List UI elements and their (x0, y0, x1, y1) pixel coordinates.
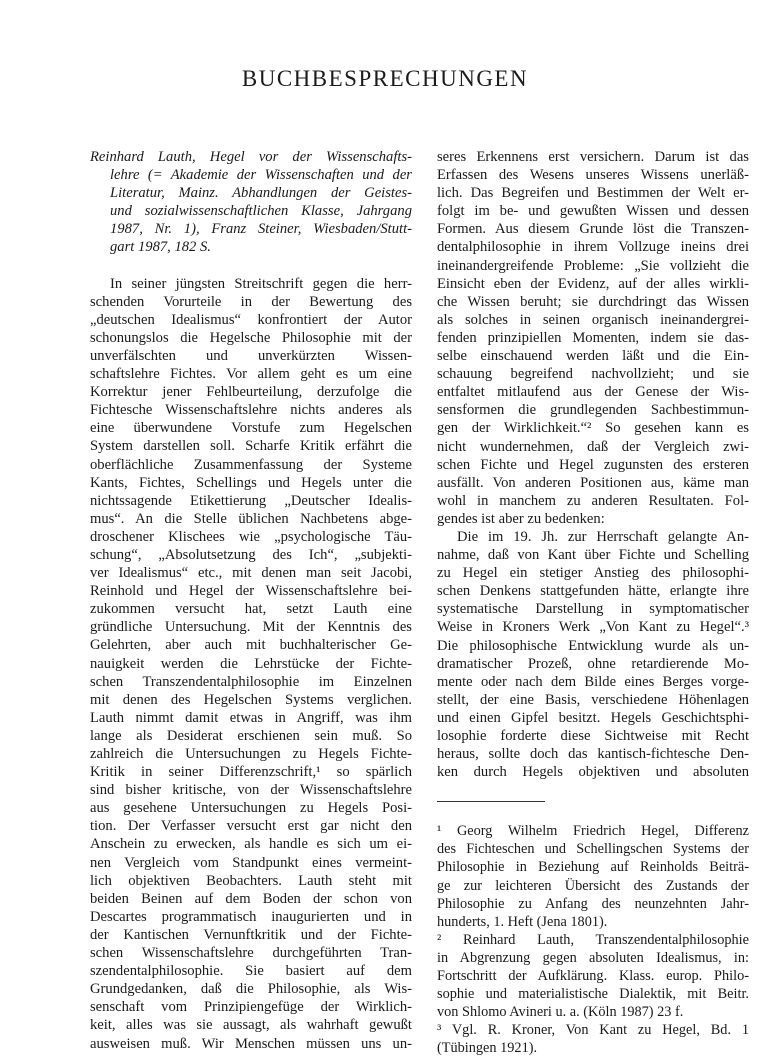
text-line: keit, alles was sie aussagt, als wahrhaft gewußt (90, 1017, 412, 1034)
text-line: ausweisen muß. Wir Menschen müssen uns un- (90, 1035, 412, 1052)
text-line: Kants, Fichtes, Schellings und Hegels unter die (90, 474, 412, 491)
text-line: seres Erkennens erst versichern. Darum ist das (437, 149, 749, 165)
text-line: Erfassen des Wesens unseres Wissens unerläß- (437, 167, 749, 184)
text-line: wohl in manchem zu anderen Resultaten. Fol- (437, 492, 749, 509)
text-line: Lauth nimmt damit etwas in Angriff, was ihm (90, 709, 412, 726)
footnote-line: ² Reinhard Lauth, Transzendentalphilosophie (437, 931, 749, 948)
text-line: Fichtesche Wissenschaftslehre nichts anderes als (90, 402, 412, 419)
text-line: System darstellen soll. Scharfe Kritik erfährt die (90, 438, 412, 455)
text-line: schen Wissenschaftslehre durchgeführten Tran- (90, 945, 412, 962)
text-line: gen der Wirklichkeit.“² So gesehen kann es (437, 420, 749, 437)
text-line: eine überwundene Vorstufe zum Hegelschen (90, 420, 412, 437)
text-line: sind bisher kritische, von der Wissenschaftslehre (90, 782, 412, 799)
text-line: schen Denkens stattgefunden hätte, erlangte ihre (437, 583, 749, 600)
text-line: sensformen die grundlegenden Sachbestimmun- (437, 402, 749, 419)
text-line: In seiner jüngsten Streitschrift gegen die herr- (110, 275, 412, 292)
text-line: Einsicht eben der Evidenz, auf der alles wirkli- (437, 275, 749, 292)
text-line: und einen Gipfel besitzt. Hegels Geschichtsphi- (437, 709, 749, 726)
footnote-line: hunderts, 1. Heft (Jena 1801). (437, 913, 608, 930)
text-line: systematische Darstellung in symptomatischer (437, 601, 749, 618)
footnote-divider (437, 801, 545, 802)
text-line: tion. Der Verfasser versucht erst gar nicht den (90, 818, 412, 835)
citation-line: lehre (= Akademie der Wissenschaften und der (110, 167, 412, 184)
footnote-line: Philosophie in Beziehung auf Reinholds Beiträ- (437, 859, 749, 876)
text-line: schen Fichte und Hegel zugunsten des ersteren (437, 456, 749, 473)
book-citation (90, 148, 412, 257)
text-line: Formen. Aus diesem Grunde löst die Transzen- (437, 221, 749, 238)
footnote-line: sophie und materialistische Dialektik, mit Beitr. (437, 986, 749, 1003)
text-line: nen Vergleich vom Standpunkt eines vermeint- (90, 854, 412, 871)
text-line: stellt, der eine Basis, verschiedene Höhenlagen (437, 691, 749, 708)
text-line: Anschein zu erwecken, als handle es sich um ei- (90, 836, 412, 853)
text-line: entfaltet mitlaufend aus der Genese der Wis- (437, 384, 749, 401)
footnote-line: ³ Vgl. R. Kroner, Von Kant zu Hegel, Bd. 1 (437, 1022, 749, 1039)
left-column (90, 148, 412, 1053)
footnote-line: ge zur leichteren Übersicht des Zustands der (437, 877, 749, 894)
text-line: schenden Vorurteile in der Bewertung des (90, 293, 412, 310)
text-line: nahme, daß von Kant über Fichte und Schelling (437, 547, 749, 564)
page-title: BUCHBESPRECHUNGEN (241, 66, 529, 91)
text-line: folgt im be- und gewußten Wissen und dessen (437, 203, 749, 220)
text-line: nichtssagende Etikettierung „Deutscher Idealis- (90, 492, 412, 509)
footnote-line: ¹ Georg Wilhelm Friedrich Hegel, Differenz (437, 823, 749, 840)
text-line: oberflächliche Zusammenfassung der Systeme (90, 456, 412, 473)
footnotes (437, 822, 749, 1057)
text-line: als solches in seinen organisch ineinandergrei- (437, 311, 749, 328)
text-line: lich. Das Begreifen und Bestimmen der Welt er- (437, 185, 749, 202)
text-line: senschaft vom Prinzipiengefüge der Wirklich- (90, 999, 412, 1016)
text-line: droschener Klischees wie „psychologische Täu- (90, 528, 412, 545)
citation-line: gart 1987, 182 S. (110, 239, 211, 256)
footnote-line: von Shlomo Avineri u. a. (Köln 1987) 23 f. (437, 1004, 684, 1021)
text-line: mit denen des Hegelschen Systems verglichen. (90, 691, 412, 708)
text-line: che Wissen beruht; sie durchdringt das Wissen (437, 293, 749, 310)
text-line: losophie forderte diese Sichtweise mit Recht (437, 728, 749, 744)
text-line: mente oder nach dem Bilde eines Berges vorge- (437, 673, 749, 690)
citation-line: und sozialwissenschaftlichen Klasse, Jahrgang (110, 203, 412, 220)
text-line: unverfälschten und unverkürzten Wissen- (90, 347, 412, 364)
text-line: „deutschen Idealismus“ konfrontiert der Autor (90, 311, 412, 328)
citation-line: 1987, Nr. 1), Franz Steiner, Wiesbaden/Stutt- (110, 221, 412, 238)
text-line: Korrektur jener Fehlbeurteilung, derzufolge die (90, 384, 412, 401)
text-line: schung“, „Absolutsetzung des Ich“, „subjekti- (90, 546, 412, 563)
text-line: schaftslehre Fichtes. Vor allem geht es um eine (90, 366, 412, 383)
text-line: selbe einschauend werden läßt und die Ein- (437, 348, 749, 365)
text-line: ausfällt. Von anderen Positionen aus, käme man (437, 474, 749, 491)
text-line: Die im 19. Jh. zur Herrschaft gelangte An- (457, 528, 749, 545)
text-line: Kritik in seiner Differenzschrift,¹ so spärlich (90, 764, 412, 781)
text-line: Descartes programmatisch inaugurierten und in (90, 908, 412, 925)
text-line: der Kantischen Vernunftkritik und der Fichte- (90, 926, 412, 943)
text-line: szendentalphilosophie. Sie basiert auf dem (90, 963, 412, 980)
citation-line: Reinhard Lauth, Hegel vor der Wissenschafts- (90, 149, 412, 165)
text-line: ken durch Hegels objektiven und absoluten (437, 764, 749, 781)
text-line: fenden prinzipiellen Momenten, indem sie das- (437, 329, 749, 346)
citation-line: Literatur, Mainz. Abhandlungen der Geistes- (110, 185, 412, 202)
right-column (437, 148, 749, 1058)
text-line: aus gesehene Untersuchungen zu Hegels Posi- (90, 800, 412, 817)
text-line: beiden Beinen auf dem Boden der schon von (90, 890, 412, 907)
text-line: ver Idealismus“ etc., mit denen man seit Jacobi, (90, 565, 412, 582)
text-line: schauung begreifend nachvollzieht; und sie (437, 366, 749, 383)
text-line: lange als Desiderat erschienen sein muß. So (90, 727, 412, 744)
text-line: dramatischer Prozeß, ohne retardierende Mo- (437, 655, 749, 672)
text-line: nicht wundernehmen, daß der Vergleich zwi- (437, 438, 749, 455)
text-line: Die philosophische Entwicklung wurde als un- (437, 637, 749, 654)
text-line: zu Hegel ein stetiger Anstieg des philosophi- (437, 565, 749, 582)
text-line: Weise in Kroners Werk „Von Kant zu Hegel“.³ (437, 619, 749, 636)
text-line: zahlreich die Untersuchungen zu Hegels Fichte- (90, 746, 412, 762)
footnote-line: Fortschritt der Aufklärung. Klass. europ. Philo- (437, 968, 749, 985)
review-body-left (90, 275, 412, 1053)
text-line: schonungslos die Hegelsche Philosophie mit der (90, 329, 412, 346)
text-line: gendes ist aber zu bedenken: (437, 510, 605, 527)
footnote-line: des Fichteschen und Schellingschen Systems der (437, 841, 749, 858)
text-line: dentalphilosophie in ihrem Vollzuge ineins drei (437, 239, 749, 256)
text-line: mus“. An die Stelle üblichen Nachbetens abge- (90, 510, 412, 527)
review-body-right (437, 148, 749, 781)
text-line: lich objektiven Beobachters. Lauth steht mit (90, 872, 412, 889)
text-line: nauigkeit werden die Lehrstücke der Fichte- (90, 655, 412, 672)
text-line: schen Transzendentalphilosophie im Einzelnen (90, 673, 412, 690)
spacer (90, 257, 412, 275)
text-line: Gelehrten, aber auch mit buchhalterischer Ge- (90, 637, 412, 654)
text-line: heraus, sollte doch das kantisch-fichtesche Den- (437, 746, 749, 763)
text-line: Reinhold und Hegel der Wissenschaftslehre bei- (90, 583, 412, 600)
footnote-line: Philosophie zu Anfang des neunzehnten Jahr- (437, 895, 749, 912)
text-line: ineinandergreifende Probleme: „Sie vollzieht die (437, 257, 749, 274)
text-line: zukommen versucht hat, setzt Lauth eine (90, 601, 412, 618)
footnote-line: in Abgrenzung gegen absoluten Idealismus, in: (437, 949, 749, 966)
text-line: Grundgedanken, daß die Philosophie, als Wis- (90, 981, 412, 998)
footnote-line: (Tübingen 1921). (437, 1040, 538, 1057)
text-line: gründliche Untersuchung. Mit der Kenntnis des (90, 619, 412, 636)
